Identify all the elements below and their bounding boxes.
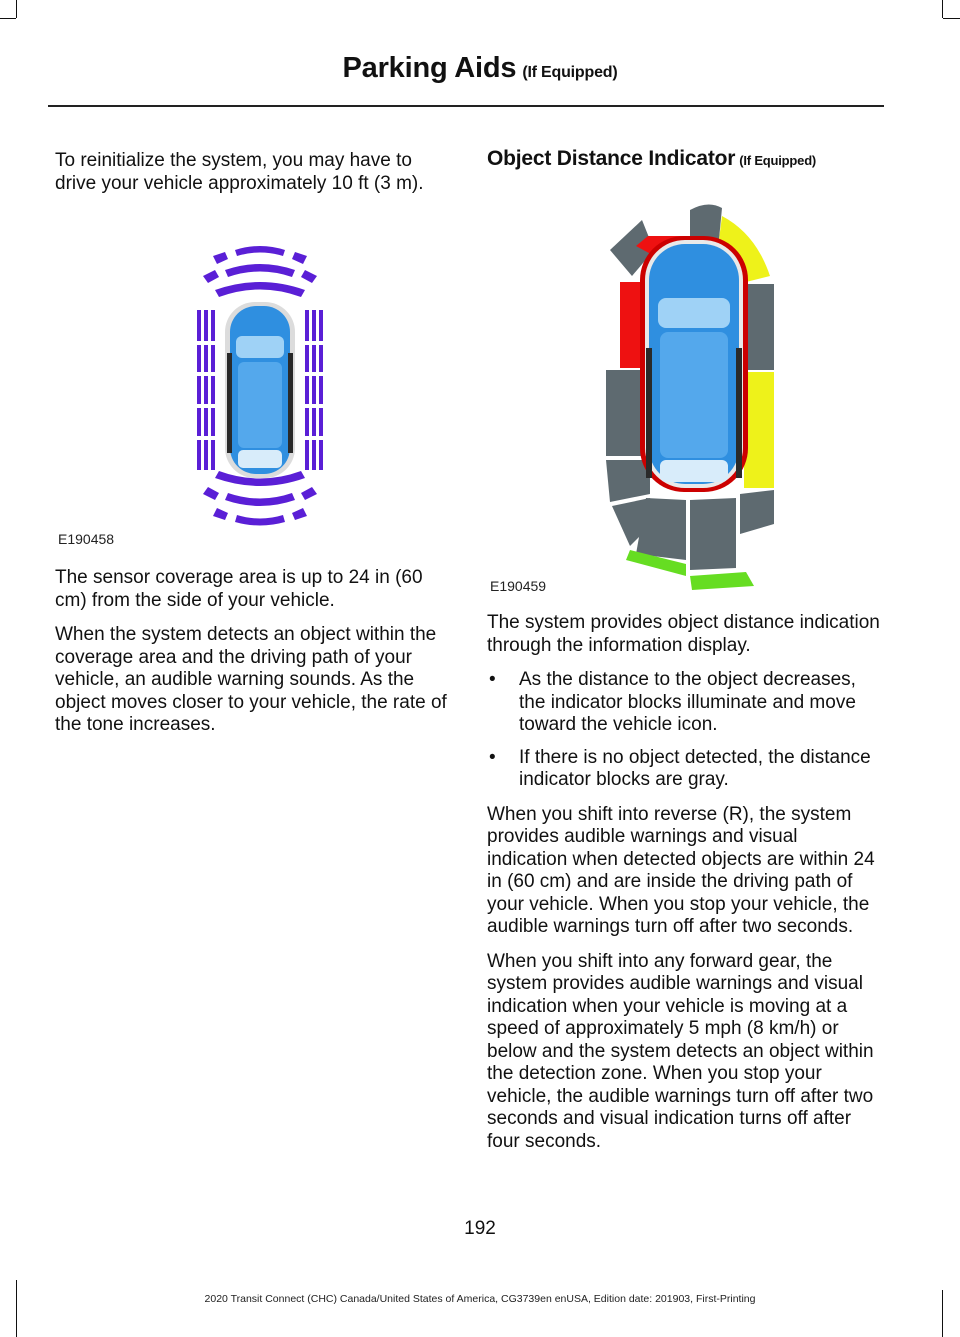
car-icon xyxy=(225,302,295,478)
bullet-text: As the distance to the object decreases, the indicator blocks illuminate and move toward the vehicle icon. xyxy=(519,669,856,735)
list-item xyxy=(487,747,882,792)
right-column-body xyxy=(487,612,882,1165)
section-heading xyxy=(487,148,882,173)
coverage-paragraph: The sensor coverage area is up to 24 in (60 cm) from the side of your vehicle. xyxy=(55,567,423,611)
car-icon xyxy=(640,236,748,492)
reverse-gear-paragraph: When you shift into reverse (R), the system provides audible warnings and visual indication when detected objects are within 24 in (60 cm) and are inside the driving path of your vehicle. When you stop your vehicle, the audible warnings turn off after two seconds. xyxy=(487,803,875,937)
left-column-top xyxy=(55,150,450,207)
forward-gear-paragraph: When you shift into any forward gear, the system provides audible warnings and visual indication when your vehicle is moving at a speed of approximately 5 mph (8 km/h) or below and the system detects an object within the detection zone. When you stop your vehicle, the audible warnings turn off after two seconds and visual indication turns off after four seconds. xyxy=(487,950,874,1152)
crop-mark xyxy=(16,1280,17,1337)
distance-indicator-figure xyxy=(596,198,778,590)
bullet-icon: • xyxy=(489,746,496,768)
crop-mark xyxy=(942,0,943,18)
left-column-bottom xyxy=(55,567,450,749)
page-title-tag: (If Equipped) xyxy=(522,64,618,81)
audible-warning-paragraph: When the system detects an object within the coverage area and the driving path of your vehicle, an audible warning sounds. As the object moves closer to your vehicle, the rate of the tone increases. xyxy=(55,624,447,735)
right-column-heading xyxy=(487,148,882,173)
sensor-coverage-figure xyxy=(195,238,325,533)
bullet-text: If there is no object detected, the distance indicator blocks are gray. xyxy=(519,746,871,790)
information-display-paragraph: The system provides object distance indication through the information display. xyxy=(487,612,880,656)
indicator-bullet-list xyxy=(487,669,882,792)
page-title-text: Parking Aids xyxy=(342,52,517,84)
crop-mark xyxy=(16,0,17,18)
figure-label-e190458: E190458 xyxy=(58,531,115,547)
section-heading-tag: (If Equipped) xyxy=(739,153,817,168)
header-rule xyxy=(48,105,884,107)
footer-text: 2020 Transit Connect (CHC) Canada/United States of America, CG3739en enUSA, Edition date: 201903, First-Printing xyxy=(204,1293,756,1305)
figure-label-e190459: E190459 xyxy=(490,578,547,594)
bullet-icon: • xyxy=(489,669,496,690)
section-heading-text: Object Distance Indicator xyxy=(487,147,736,170)
crop-mark xyxy=(0,18,16,19)
reinitialize-paragraph: To reinitialize the system, you may have to drive your vehicle approximately 10 ft (3 m). xyxy=(55,150,424,194)
page-title xyxy=(0,52,960,85)
list-item xyxy=(487,669,882,737)
crop-mark xyxy=(943,18,960,19)
page-number: 192 xyxy=(464,1218,496,1239)
